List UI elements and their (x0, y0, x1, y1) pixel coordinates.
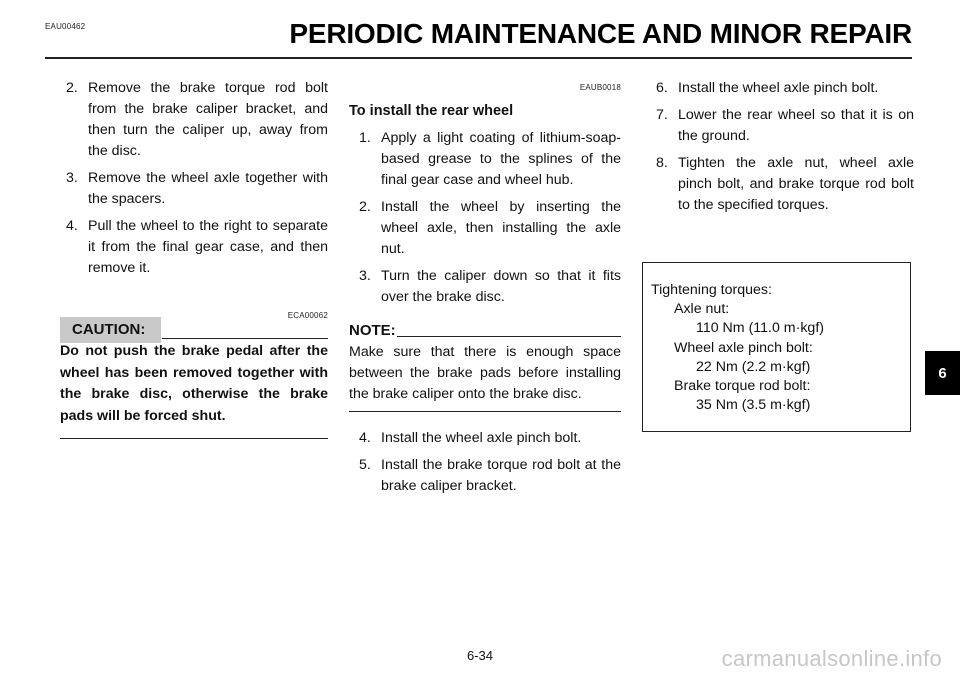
install-step (650, 153, 914, 216)
chapter-tab: 6 (925, 351, 960, 395)
axle-nut-label: Axle nut: (674, 301, 730, 318)
section-code: EAUB0018 (579, 83, 621, 92)
removal-step (60, 168, 328, 210)
step-text: Remove the wheel axle together with the spacers. (88, 170, 328, 207)
caution-label: CAUTION: (60, 317, 161, 343)
step-text: Pull the wheel to the right to separate it from the final gear case, and then remove it. (88, 218, 328, 276)
caution-code: ECA00062 (287, 311, 328, 320)
step-text: Turn the caliper down so that it fits over the brake disc. (381, 268, 621, 305)
right-column (650, 78, 914, 222)
rod-bolt-label: Brake torque rod bolt: (674, 378, 811, 395)
install-step (650, 78, 914, 99)
step-text: Tighten the axle nut, wheel axle pinch bolt, and brake torque rod bolt to the specified torques. (678, 155, 914, 213)
install-step (353, 266, 621, 308)
left-column (60, 78, 328, 439)
step-text: Install the wheel by inserting the wheel axle, then installing the axle nut. (381, 199, 621, 257)
tightening-torques-box (642, 262, 911, 432)
note-rule (397, 336, 621, 337)
removal-step (60, 78, 328, 162)
step-text: Install the wheel axle pinch bolt. (678, 80, 879, 96)
step-number: 8. (656, 155, 668, 171)
step-number: 3. (359, 268, 371, 284)
rod-bolt-value: 35 Nm (3.5 m·kgf) (696, 397, 811, 414)
install-step (353, 455, 621, 497)
step-number: 4. (359, 430, 371, 446)
step-number: 2. (359, 199, 371, 215)
step-text: Install the brake torque rod bolt at the brake caliper bracket. (381, 457, 621, 494)
caution-rule (162, 338, 328, 339)
caution-text: Do not push the brake pedal after the wheel has been removed together with the brake disc, otherwise the brake pads will be forced shut. (60, 343, 328, 424)
middle-column (349, 78, 621, 503)
document-code: EAU00462 (45, 22, 86, 31)
step-number: 5. (359, 457, 371, 473)
axle-nut-value: 110 Nm (11.0 m·kgf) (696, 320, 824, 337)
step-number: 7. (656, 107, 668, 123)
install-step (353, 128, 621, 191)
step-text: Install the wheel axle pinch bolt. (381, 430, 582, 446)
watermark: carmanualsonline.info (721, 646, 942, 671)
removal-step (60, 216, 328, 279)
page-number: 6-34 (466, 648, 494, 663)
note-label: NOTE: (349, 322, 396, 339)
install-step (650, 105, 914, 147)
step-number: 1. (359, 130, 371, 146)
pinch-bolt-value: 22 Nm (2.2 m·kgf) (696, 358, 811, 375)
install-step (353, 428, 621, 449)
pinch-bolt-label: Wheel axle pinch bolt: (674, 339, 813, 356)
page-title: PERIODIC MAINTENANCE AND MINOR REPAIR (289, 18, 912, 49)
caution-header (60, 305, 328, 339)
install-step (353, 197, 621, 260)
step-number: 3. (66, 170, 78, 186)
step-number: 6. (656, 80, 668, 96)
note-header (349, 320, 621, 342)
step-number: 4. (66, 218, 78, 234)
torques-heading: Tightening torques: (651, 282, 772, 298)
note-text: Make sure that there is enough space between the brake pads before installing the brake caliper onto the brake disc. (349, 344, 621, 402)
step-text: Lower the rear wheel so that it is on the ground. (678, 107, 914, 144)
section-title: To install the rear wheel (349, 103, 514, 119)
step-text: Apply a light coating of lithium-soap-based grease to the splines of the final gear case and wheel hub. (381, 130, 621, 188)
step-text: Remove the brake torque rod bolt from the brake caliper bracket, and then turn the caliper up, away from the disc. (88, 80, 328, 159)
header-rule (45, 57, 912, 59)
caution-end-rule (60, 438, 328, 439)
note-end-rule (349, 411, 621, 412)
step-number: 2. (66, 80, 78, 96)
